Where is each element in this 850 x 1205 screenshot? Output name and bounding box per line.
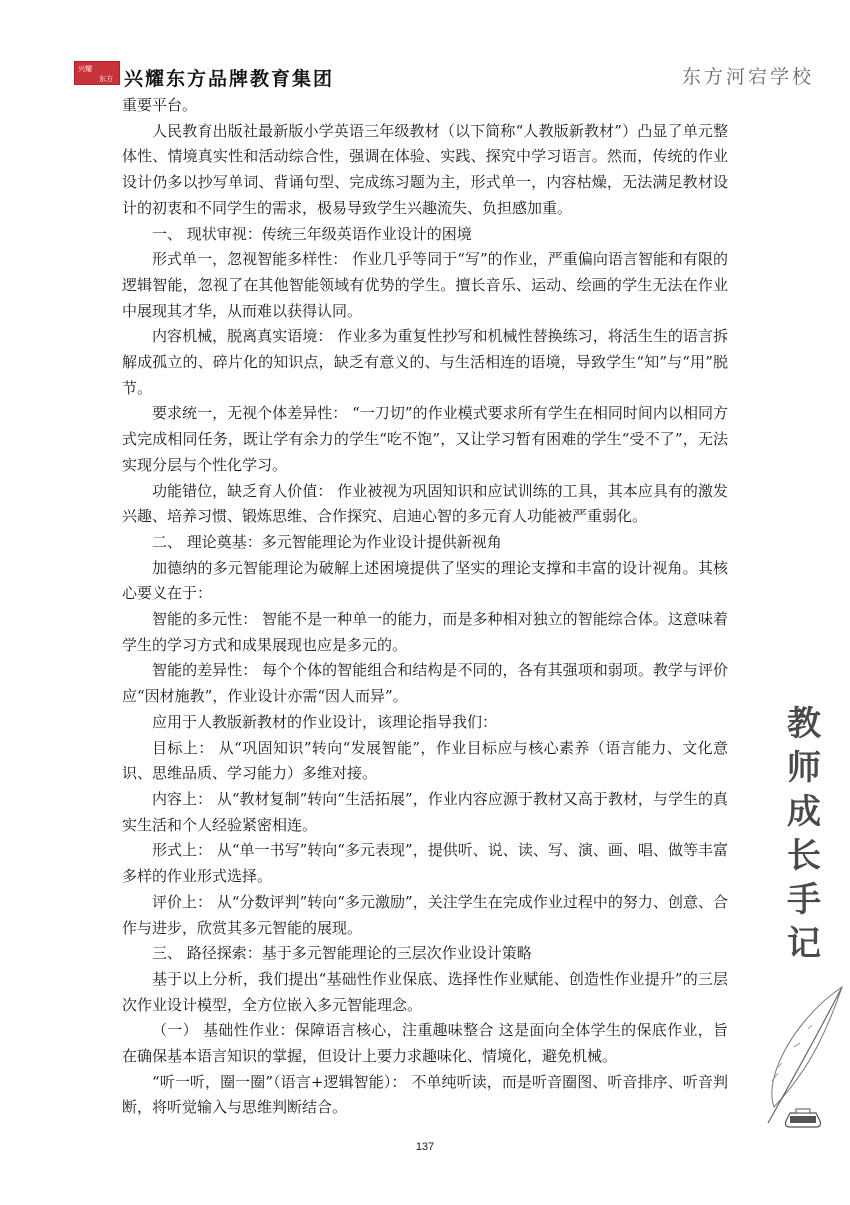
section-heading: 二、 理论奠基：多元智能理论为作业设计提供新视角: [152, 532, 502, 551]
paragraph: 加德纳的多元智能理论为破解上述困境提供了坚实的理论支撑和丰富的设计视角。其核心要义在于：: [122, 558, 728, 603]
calligraphy-char: 手: [787, 880, 821, 920]
paragraph: 智能的多元性： 智能不是一种单一的能力，而是多种相对独立的智能综合体。这意味着学生的学习方式和成果展现也应是多元的。: [122, 610, 728, 654]
brand-logo: 兴耀 东方: [74, 61, 120, 85]
paragraph: 应用于人教版新教材的作业设计，该理论指导我们：: [152, 712, 498, 731]
paragraph: 人民教育出版社最新版小学英语三年级教材（以下简称“人教版新教材”）凸显了单元整体性、情境真实性和活动综合性，强调在体验、实践、探究中学习语言。然而，传统的作业设计仍多以抄写单词、背诵句型、完成练习题为主，形式单一，内容枯燥，无法满足教材设计的初衷和不同学生的需求，极易导致学生兴趣流失、负担感加重。: [122, 121, 728, 217]
paragraph: 形式上： 从“单一书写”转向“多元表现”，提供听、说、读、写、演、画、唱、做等丰富多样的作业形式选择。: [122, 841, 728, 886]
calligraphy-char: 师: [787, 748, 821, 788]
calligraphy-char: 教: [787, 704, 821, 744]
paragraph: 重要平台。: [122, 96, 198, 114]
calligraphy-char: 长: [787, 836, 821, 876]
calligraphy-char: 成: [787, 792, 821, 832]
paragraph: 智能的差异性： 每个个体的智能组合和结构是不同的，各有其强项和弱项。教学与评价应“因材施教”，作业设计亦需“因人而异”。: [122, 661, 728, 706]
paragraph: 要求统一，无视个体差异性： “一刀切”的作业模式要求所有学生在相同时间内以相同方式完成相同任务，既让学有余力的学生“吃不饱”，又让学习暂有困难的学生“受不了”，无法实现分层与个性化学习。: [122, 404, 728, 474]
calligraphy-char: 记: [787, 924, 821, 964]
paragraph: 目标上： 从“巩固知识”转向“发展智能”，作业目标应与核心素养（语言能力、文化意识、思维品质、学习能力）多维对接。: [122, 738, 728, 783]
paragraph: “听一听，圈一圈”（语言+逻辑智能）： 不单纯听读，而是听音圈图、听音排序、听音判断，将听觉输入与思维判断结合。: [122, 1072, 728, 1117]
document-body: [122, 93, 728, 1121]
paragraph: 内容上： 从“教材复制”转向“生活拓展”，作业内容应源于教材又高于教材，与学生的真实生活和个人经验紧密相连。: [122, 789, 728, 834]
org-title: 兴耀东方品牌教育集团: [124, 68, 335, 90]
paragraph: 基于以上分析，我们提出“基础性作业保底、选择性作业赋能、创造性作业提升”的三层次作业设计模型，全方位嵌入多元智能理念。: [122, 969, 728, 1014]
paragraph: 形式单一，忽视智能多样性： 作业几乎等同于“写”的作业，严重偏向语言智能和有限的逻辑智能，忽视了在其他智能领域有优势的学生。擅长音乐、运动、绘画的学生无法在作业中展现其才华，从而难以获得认同。: [122, 250, 728, 320]
page-number: 137: [415, 1141, 435, 1153]
paragraph: （一） 基础性作业：保障语言核心，注重趣味整合 这是面向全体学生的保底作业，旨在确保基本语言知识的掌握，但设计上要力求趣味化、情境化，避免机械。: [122, 1021, 728, 1066]
paragraph: 内容机械，脱离真实语境： 作业多为重复性抄写和机械性替换练习，将活生生的语言拆解成孤立的、碎片化的知识点，缺乏有意义的、与生活相连的语境，导致学生“知”与“用”脱节。: [122, 327, 728, 397]
section-heading: 三、 路径探索：基于多元智能理论的三层次作业设计策略: [152, 944, 532, 963]
quill-pen-icon: [760, 985, 850, 1130]
school-name: 东方河宕学校: [682, 66, 815, 88]
paragraph: 评价上： 从“分数评判”转向“多元激励”，关注学生在完成作业过程中的努力、创意、合作与进步，欣赏其多元智能的展现。: [122, 892, 728, 937]
paragraph: 功能错位，缺乏育人价值： 作业被视为巩固知识和应试训练的工具，其本应具有的激发兴趣、培养习惯、锻炼思维、合作探究、启迪心智的多元育人功能被严重弱化。: [122, 481, 728, 526]
section-heading: 一、 现状审视：传统三年级英语作业设计的困境: [152, 224, 472, 243]
side-calligraphy-title: [782, 702, 826, 966]
